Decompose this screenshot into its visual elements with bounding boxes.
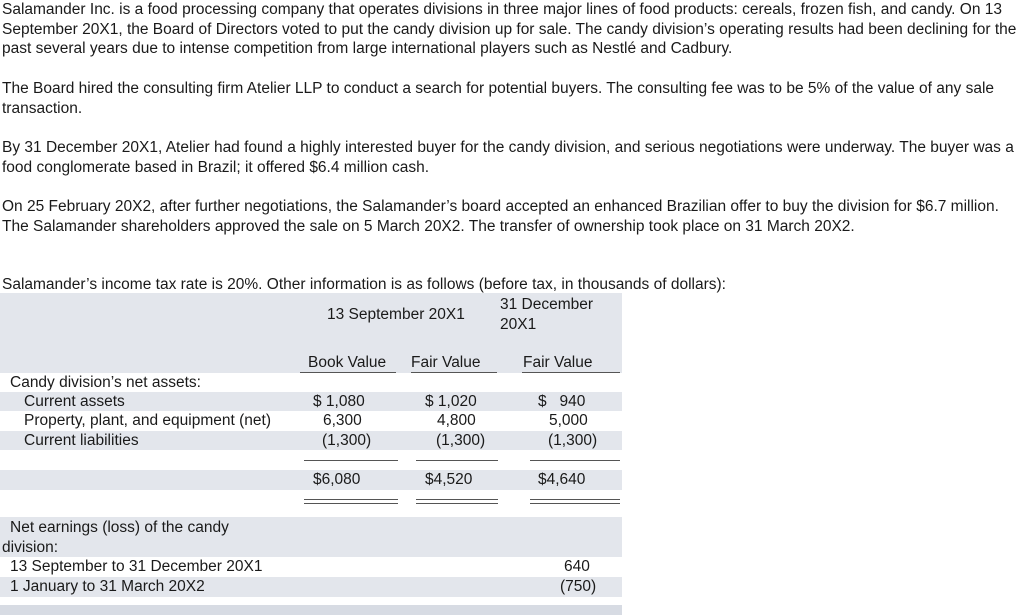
paragraph-intro: Salamander Inc. is a food processing company that operates divisions in three major lines of food products: cereals, frozen fish, and candy. On 13 September 20X1, the Board of Directors voted to put the candy division up for sale. The candy division’s operating results had been declining for the past several years due to intense competition from large international players such as Nestlé and Cadbury. (2, 1, 1017, 57)
paragraph-buyer: By 31 December 20X1, Atelier had found a highly interested buyer for the candy division, and serious negotiations were underway. The buyer was a food conglomerate based in Brazil; it offered $6.4 million cash. (2, 139, 1014, 176)
book-value-cell: 6,300 (323, 412, 362, 429)
earnings-value: (750) (560, 578, 597, 595)
total-fair-value-dec: $4,640 (538, 471, 586, 488)
table-row (0, 557, 622, 577)
fair-value-sept-cell: $ 1,020 (425, 393, 477, 410)
subtotal-rule-fv2 (530, 460, 620, 461)
fair-value-dec-cell: $ 940 (538, 393, 586, 410)
fair-value-sept-cell: (1,300) (436, 432, 486, 449)
net-earnings-label-cont: division: (2, 539, 58, 556)
total-double-rule-fv1 (416, 499, 498, 500)
net-assets-label: Candy division’s net assets: (10, 374, 201, 391)
subtotal-rule-fv1 (416, 460, 498, 461)
total-double-rule-fv1 (416, 503, 498, 504)
table-header (0, 293, 622, 373)
earnings-value: 640 (564, 558, 590, 575)
table-row (0, 411, 622, 431)
table-row-total (0, 470, 622, 490)
table-footer-band (0, 605, 622, 615)
row-label: Current assets (24, 393, 125, 410)
total-double-rule-book (304, 503, 398, 504)
header-date-dec-line2: 20X1 (500, 316, 537, 333)
header-date-dec-line1: 31 December (500, 296, 594, 313)
earnings-period-label: 1 January to 31 March 20X2 (10, 578, 205, 595)
table-row (0, 392, 622, 411)
subtotal-rule-book (304, 460, 398, 461)
row-label: Current liabilities (24, 432, 139, 449)
book-value-cell: (1,300) (322, 432, 372, 449)
total-book-value: $6,080 (313, 471, 361, 488)
table-row (0, 517, 622, 557)
paragraph-sale: On 25 February 20X2, after further negotiations, the Salamander’s board accepted an enhanced Brazilian offer to buy the division for $6.7 million. The Salamander shareholders approved the sale on 5 March 20X2. The transfer of ownership took place on 31 March 20X2. (2, 198, 999, 235)
header-fair-value-dec: Fair Value (523, 354, 593, 371)
fair-value-dec-cell: 5,000 (549, 412, 588, 429)
table-row (0, 577, 622, 597)
row-label: Property, plant, and equipment (net) (24, 412, 271, 429)
book-value-cell: $ 1,080 (313, 393, 365, 410)
fair-value-dec-cell: (1,300) (548, 432, 598, 449)
paragraph-consulting: The Board hired the consulting firm Atelier LLP to conduct a search for potential buyers. The consulting fee was to be 5% of the value of any sale transaction. (2, 80, 995, 117)
header-date-sept: 13 September 20X1 (327, 306, 465, 323)
total-fair-value-sept: $4,520 (425, 471, 473, 488)
fair-value-sept-cell: 4,800 (437, 412, 476, 429)
total-double-rule-book (304, 499, 398, 500)
net-earnings-label: Net earnings (loss) of the candy (10, 519, 229, 536)
earnings-period-label: 13 September to 31 December 20X1 (10, 558, 263, 575)
paragraph-tax: Salamander’s income tax rate is 20%. Other information is as follows (before tax, in thousands of dollars): (2, 276, 726, 293)
table-row (0, 431, 622, 450)
header-fair-value-sept: Fair Value (411, 354, 481, 371)
header-book-value: Book Value (308, 354, 387, 371)
total-double-rule-fv2 (530, 499, 620, 500)
table-row (0, 373, 622, 392)
financial-table (0, 293, 622, 615)
total-double-rule-fv2 (530, 503, 620, 504)
